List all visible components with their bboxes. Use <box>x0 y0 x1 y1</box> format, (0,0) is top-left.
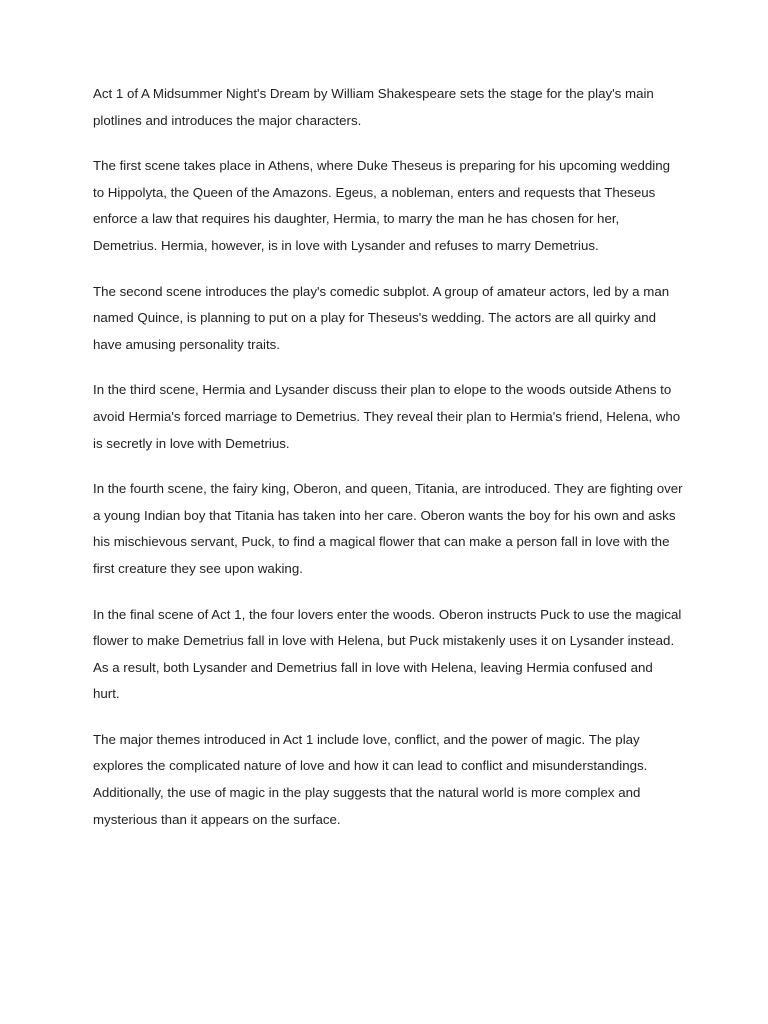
paragraph-final-scene: In the final scene of Act 1, the four lovers enter the woods. Oberon instructs Puck to use the magical flower to make Demetrius fall in love with Helena, but Puck mistakenly uses it on Lysander instead. As a result, both Lysander and Demetrius fall in love with Helena, leaving Hermia confused and hurt. <box>93 606 682 702</box>
paragraph-themes: The major themes introduced in Act 1 include love, conflict, and the power of magic. The play explores the complicated nature of love and how it can lead to conflict and misunderstandings. Additionally, the use of magic in the play suggests that the natural world is more complex and mysterious than it appears on the surface. <box>93 731 648 827</box>
paragraph-scene-two: The second scene introduces the play's comedic subplot. A group of amateur actors, led by a man named Quince, is planning to put on a play for Theseus's wedding. The actors are all quirky and have amusing personality traits. <box>93 283 670 352</box>
paragraph-scene-four: In the fourth scene, the fairy king, Oberon, and queen, Titania, are introduced. They are fighting over a young Indian boy that Titania has taken into her care. Oberon wants the boy for his own and asks his mischievous servant, Puck, to find a magical flower that can make a person fall in love with the first creature they see upon waking. <box>93 481 683 576</box>
paragraph-scene-one: The first scene takes place in Athens, where Duke Theseus is preparing for his upcoming wedding to Hippolyta, the Queen of the Amazons. Egeus, a nobleman, enters and requests that Theseus enforce a law that requires his daughter, Hermia, to marry the man he has chosen for her, Demetrius. Hermia, however, is in love with Lysander and refuses to marry Demetrius. <box>93 158 671 253</box>
paragraph-intro: Act 1 of A Midsummer Night's Dream by William Shakespeare sets the stage for the play's main plotlines and introduces the major characters. <box>93 86 654 128</box>
document-body <box>93 81 683 852</box>
paragraph-scene-three: In the third scene, Hermia and Lysander discuss their plan to elope to the woods outside Athens to avoid Hermia's forced marriage to Demetrius. They reveal their plan to Hermia's friend, Helena, who is secretly in love with Demetrius. <box>93 382 681 451</box>
